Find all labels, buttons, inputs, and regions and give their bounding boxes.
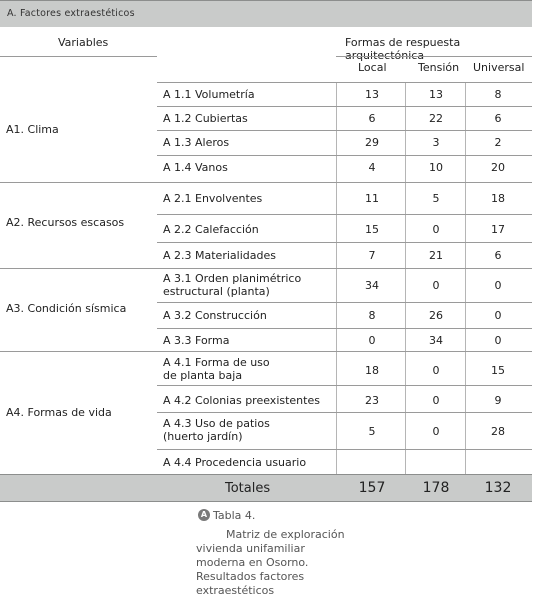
group-rule bbox=[0, 182, 532, 183]
row-rule bbox=[157, 385, 532, 386]
cell-universal: 0 bbox=[494, 279, 502, 292]
cell-universal: 9 bbox=[494, 394, 502, 407]
cell-tension: 0 bbox=[432, 223, 440, 236]
header-formas: Formas de respuesta arquitectónica bbox=[345, 36, 461, 62]
row-rule bbox=[157, 82, 532, 83]
caption-line: extraestéticos bbox=[196, 584, 275, 597]
cell-tension: 26 bbox=[429, 309, 443, 322]
cell-universal: 0 bbox=[494, 309, 502, 322]
row-item-label-line: estructural (planta) bbox=[163, 285, 270, 298]
row-item-label-line: de planta baja bbox=[163, 369, 243, 382]
cell-local: 23 bbox=[365, 394, 379, 407]
cell-tension: 21 bbox=[429, 249, 443, 262]
row-rule bbox=[157, 155, 532, 156]
row-item-label bbox=[163, 272, 301, 298]
row-item-label: A 2.2 Calefacción bbox=[163, 223, 259, 236]
cell-local: 34 bbox=[365, 279, 379, 292]
section-header-bar bbox=[0, 0, 532, 27]
row-item-label: A 3.3 Forma bbox=[163, 334, 230, 347]
row-item-label bbox=[163, 417, 270, 443]
row-item-label bbox=[163, 356, 270, 382]
row-rule bbox=[157, 242, 532, 243]
cell-universal: 8 bbox=[494, 88, 502, 101]
cell-universal: 17 bbox=[491, 223, 505, 236]
totals-universal: 132 bbox=[484, 480, 512, 496]
row-item-label: A 1.1 Volumetría bbox=[163, 88, 255, 101]
column-separator-universal bbox=[465, 82, 466, 474]
row-rule bbox=[157, 302, 532, 303]
row-item-label-line: A 4.1 Forma de uso bbox=[163, 356, 270, 369]
cell-local: 0 bbox=[368, 334, 376, 347]
row-rule bbox=[157, 412, 532, 413]
row-item-label: A 2.1 Envolventes bbox=[163, 192, 263, 205]
totals-label: Totales bbox=[225, 481, 271, 496]
column-separator-local bbox=[336, 82, 337, 474]
totals-tension: 178 bbox=[422, 480, 450, 496]
row-item-label: A 1.3 Aleros bbox=[163, 136, 230, 149]
group-label-recursos: A2. Recursos escasos bbox=[6, 216, 125, 229]
header-variables: Variables bbox=[58, 36, 109, 49]
header-universal: Universal bbox=[473, 61, 525, 74]
row-item-label-line: A 3.1 Orden planimétrico bbox=[163, 272, 302, 285]
cell-universal: 6 bbox=[494, 112, 502, 125]
header-tension: Tensión bbox=[418, 61, 460, 74]
cell-local: 29 bbox=[365, 136, 379, 149]
group-label-formas-vida: A4. Formas de vida bbox=[6, 406, 112, 419]
cell-local: 11 bbox=[365, 192, 379, 205]
group-label-clima: A1. Clima bbox=[6, 123, 59, 136]
caption-title: Tabla 4. bbox=[213, 509, 256, 522]
caption-line: vivienda unifamiliar bbox=[196, 542, 305, 555]
cell-local: 8 bbox=[368, 309, 376, 322]
group-label-sismica: A3. Condición sísmica bbox=[6, 302, 127, 315]
cell-tension: 0 bbox=[432, 364, 440, 377]
row-item-label: A 3.2 Construcción bbox=[163, 309, 267, 322]
caption-line-text: Matriz de exploración bbox=[226, 528, 345, 541]
row-rule bbox=[157, 106, 532, 107]
cell-local: 7 bbox=[368, 249, 376, 262]
cell-tension: 10 bbox=[429, 161, 443, 174]
row-item-label: A 2.3 Materialidades bbox=[163, 249, 276, 262]
caption-line: Resultados factores bbox=[196, 570, 305, 583]
group-rule bbox=[0, 268, 532, 269]
cell-tension: 5 bbox=[432, 192, 440, 205]
row-item-label-line: (huerto jardín) bbox=[163, 430, 243, 443]
caption-badge-icon: A bbox=[198, 509, 210, 521]
cell-tension: 0 bbox=[432, 425, 440, 438]
cell-tension: 13 bbox=[429, 88, 443, 101]
cell-local: 4 bbox=[368, 161, 376, 174]
cell-local: 18 bbox=[365, 364, 379, 377]
cell-universal: 2 bbox=[494, 136, 502, 149]
cell-universal: 20 bbox=[491, 161, 505, 174]
caption-line: moderna en Osorno. bbox=[196, 556, 309, 569]
row-item-label-line: A 4.3 Uso de patios bbox=[163, 417, 270, 430]
cell-universal: 0 bbox=[494, 334, 502, 347]
row-rule bbox=[157, 449, 532, 450]
totals-row bbox=[0, 474, 532, 502]
cell-tension: 0 bbox=[432, 394, 440, 407]
row-item-label: A 1.2 Cubiertas bbox=[163, 112, 248, 125]
header-local: Local bbox=[358, 61, 387, 74]
cell-tension: 22 bbox=[429, 112, 443, 125]
caption-body bbox=[196, 528, 346, 598]
cell-local: 6 bbox=[368, 112, 376, 125]
cell-local: 13 bbox=[365, 88, 379, 101]
cell-local: 5 bbox=[368, 425, 376, 438]
row-item-label: A 1.4 Vanos bbox=[163, 161, 228, 174]
cell-universal: 28 bbox=[491, 425, 505, 438]
row-rule bbox=[157, 214, 532, 215]
row-item-label: A 4.2 Colonias preexistentes bbox=[163, 394, 320, 407]
cell-local: 15 bbox=[365, 223, 379, 236]
caption-line bbox=[196, 528, 346, 542]
cell-tension: 34 bbox=[429, 334, 443, 347]
column-separator-tension bbox=[405, 82, 406, 474]
row-rule bbox=[157, 328, 532, 329]
group-rule bbox=[0, 351, 532, 352]
cell-tension: 3 bbox=[432, 136, 440, 149]
header-variables-rule bbox=[0, 56, 157, 57]
cell-universal: 18 bbox=[491, 192, 505, 205]
row-item-label: A 4.4 Procedencia usuario bbox=[163, 456, 307, 469]
cell-universal: 6 bbox=[494, 249, 502, 262]
row-rule bbox=[157, 130, 532, 131]
cell-universal: 15 bbox=[491, 364, 505, 377]
header-formas-rule bbox=[336, 56, 532, 57]
totals-local: 157 bbox=[358, 480, 386, 496]
section-title: A. Factores extraestéticos bbox=[7, 8, 135, 19]
cell-tension: 0 bbox=[432, 279, 440, 292]
